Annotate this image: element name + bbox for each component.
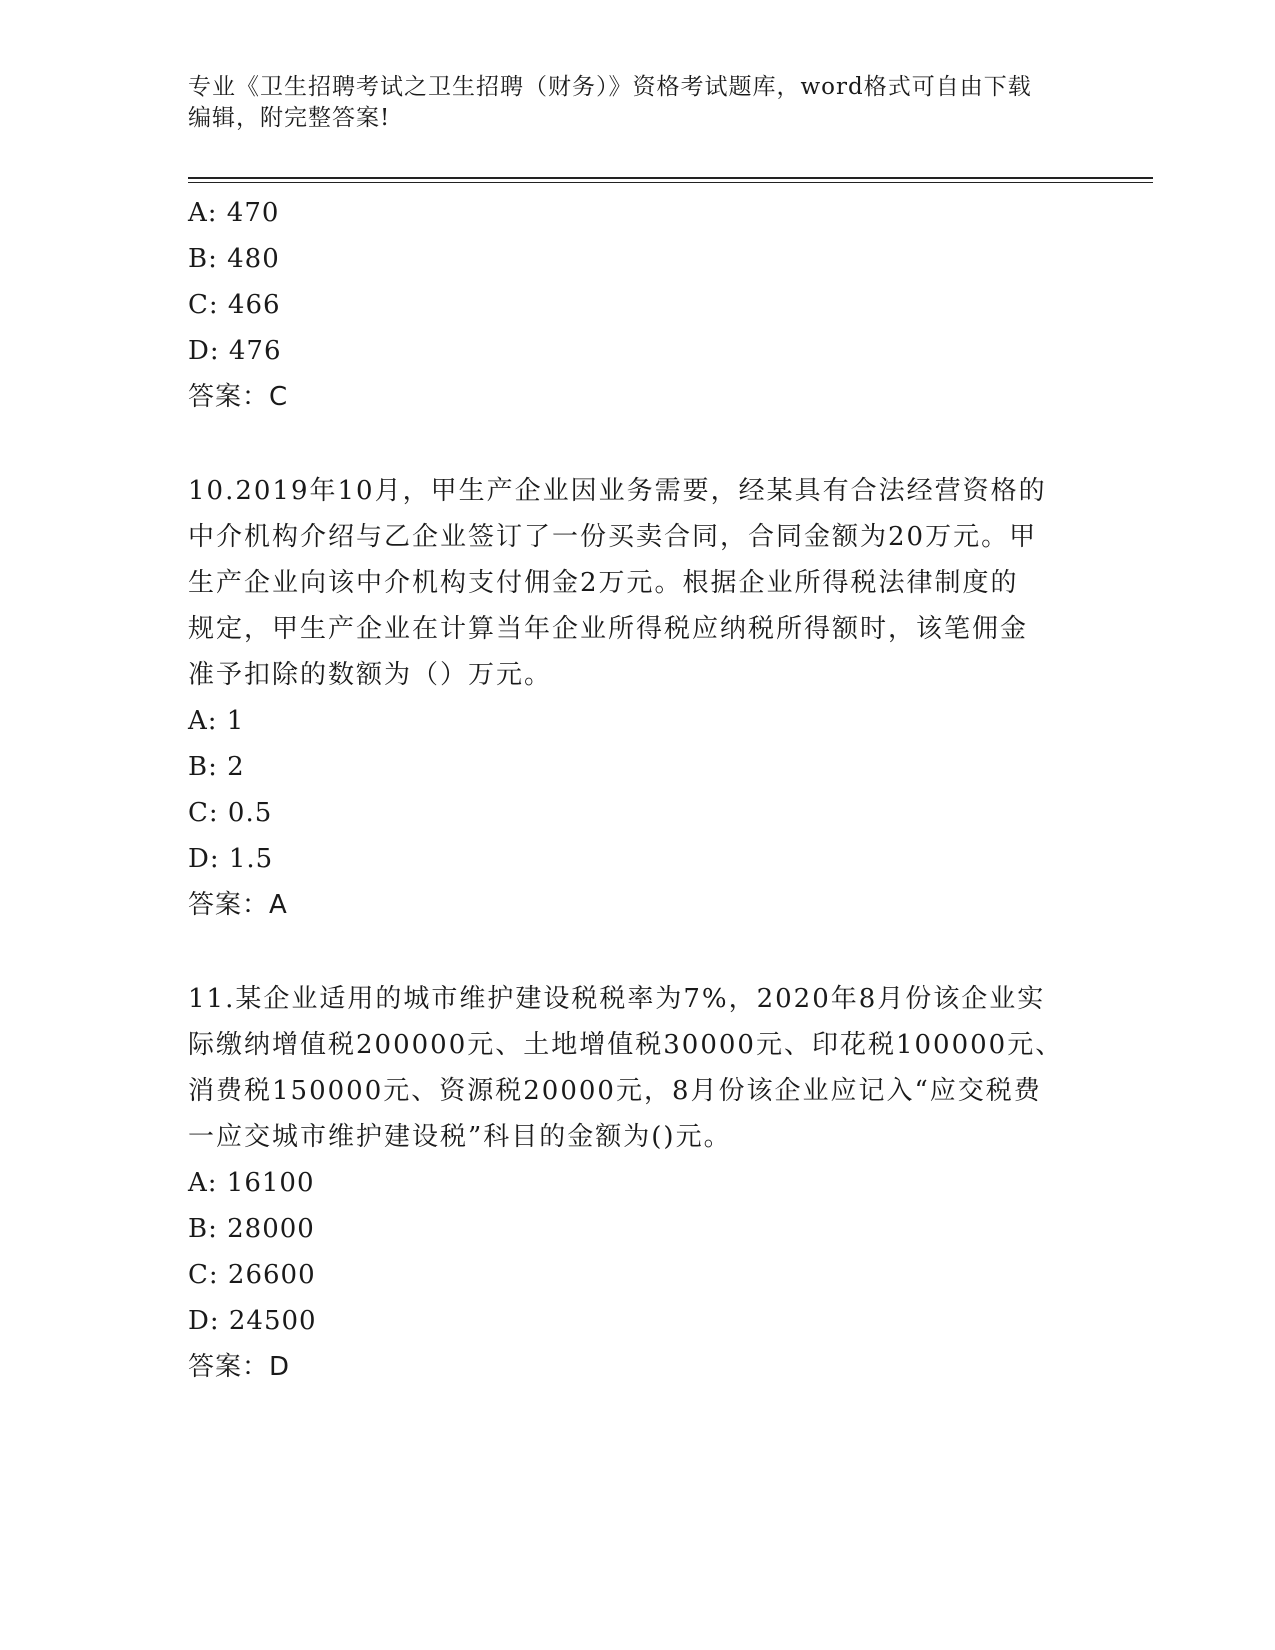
question-line: 际缴纳增值税200000元、土地增值税30000元、印花税100000元、 (188, 1030, 1064, 1060)
question-line: 一应交城市维护建设税”科目的金额为()元。 (188, 1122, 732, 1152)
option-a: A: 16100 (188, 1168, 315, 1198)
question-11-options (188, 1160, 1068, 1390)
header-line-2: 编辑，附完整答案! (188, 105, 391, 131)
answer-line: 答案：A (188, 890, 288, 920)
question-line: 10.2019年10月，甲生产企业因业务需要，经某具有合法经营资格的 (188, 476, 1047, 506)
question-10-options (188, 698, 1068, 928)
header-rule-thin (188, 182, 1153, 183)
question-line: 中介机构介绍与乙企业签订了一份买卖合同，合同金额为20万元。甲 (188, 522, 1038, 552)
question-line: 准予扣除的数额为（）万元。 (188, 660, 553, 690)
answer-line: 答案：C (188, 382, 289, 412)
option-b: B: 28000 (188, 1214, 315, 1244)
option-d: D: 476 (188, 336, 282, 366)
option-c: C: 466 (188, 290, 281, 320)
question-content (188, 190, 1068, 1390)
option-a: A: 470 (188, 198, 280, 228)
prev-question-block (188, 190, 1068, 420)
option-d: D: 24500 (188, 1306, 317, 1336)
header-rule-thick (188, 177, 1153, 179)
question-line: 消费税150000元、资源税20000元，8月份该企业应记入“应交税费 (188, 1076, 1042, 1106)
option-b: B: 2 (188, 752, 245, 782)
question-line: 规定，甲生产企业在计算当年企业所得税应纳税所得额时，该笔佣金 (188, 614, 1029, 644)
question-line: 生产企业向该中介机构支付佣金2万元。根据企业所得税法律制度的 (188, 568, 1019, 598)
option-c: C: 0.5 (188, 798, 273, 828)
question-line: 11.某企业适用的城市维护建设税税率为7%，2020年8月份该企业实 (188, 984, 1046, 1014)
answer-line: 答案：D (188, 1352, 291, 1382)
question-10-text (188, 468, 1068, 698)
question-11-text (188, 976, 1068, 1160)
option-c: C: 26600 (188, 1260, 316, 1290)
document-header (188, 72, 1068, 134)
option-d: D: 1.5 (188, 844, 274, 874)
option-b: B: 480 (188, 244, 280, 274)
header-line-1: 专业《卫生招聘考试之卫生招聘（财务）》资格考试题库，word格式可自由下载 (188, 74, 1032, 100)
option-a: A: 1 (188, 706, 245, 736)
